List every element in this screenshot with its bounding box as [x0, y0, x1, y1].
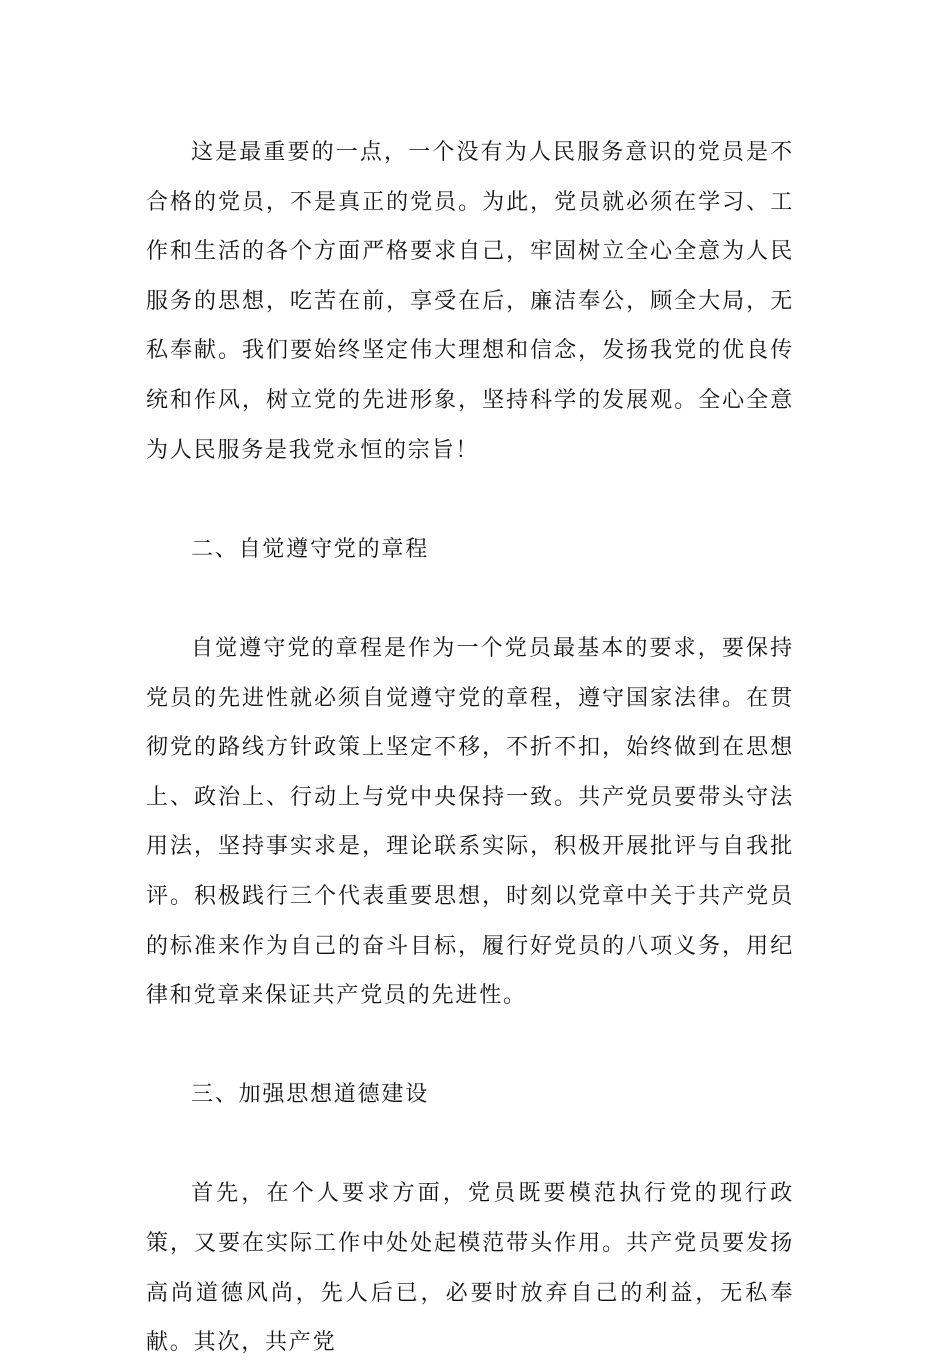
section-heading-party-constitution: 二、自觉遵守党的章程 — [191, 536, 430, 562]
paragraph-gap — [146, 475, 794, 525]
paragraph-gap — [146, 1021, 794, 1071]
document-page — [146, 128, 794, 1368]
paragraph-gap — [146, 574, 794, 624]
paragraph-gap — [146, 1120, 794, 1170]
paragraph-service-spirit: 这是最重要的一点，一个没有为人民服务意识的党员是不合格的党员，不是真正的党员。为此，党员就必须在学习、工作和生活的各个方面严格要求自己，牢固树立全心全意为人民服务的思想，吃苦在前，享受在后，廉洁奉公，顾全大局，无私奉献。我们要始终坚定伟大理想和信念，发扬我党的优良传统和作风，树立党的先进形象，坚持科学的发展观。全心全意为人民服务是我党永恒的宗旨！ — [146, 140, 794, 463]
section-heading-moral-building: 三、加强思想道德建设 — [191, 1082, 430, 1108]
paragraph-party-constitution: 自觉遵守党的章程是作为一个党员最基本的要求，要保持党员的先进性就必须自觉遵守党的章程，遵守国家法律。在贯彻党的路线方针政策上坚定不移，不折不扣，始终做到在思想上、政治上、行动上与党中央保持一致。共产党员要带头守法用法，坚持事实求是，理论联系实际，积极开展批评与自我批评。积极践行三个代表重要思想，时刻以党章中关于共产党员的标准来作为自己的奋斗目标，履行好党员的八项义务，用纪律和党章来保证共产党员的先进性。 — [146, 635, 794, 1009]
paragraph-moral-building: 首先，在个人要求方面，党员既要模范执行党的现行政策，又要在实际工作中处处起模范带头作用。共产党员要发扬高尚道德风尚，先人后已，必要时放弃自己的利益，无私奉献。其次，共产党 — [146, 1181, 794, 1356]
